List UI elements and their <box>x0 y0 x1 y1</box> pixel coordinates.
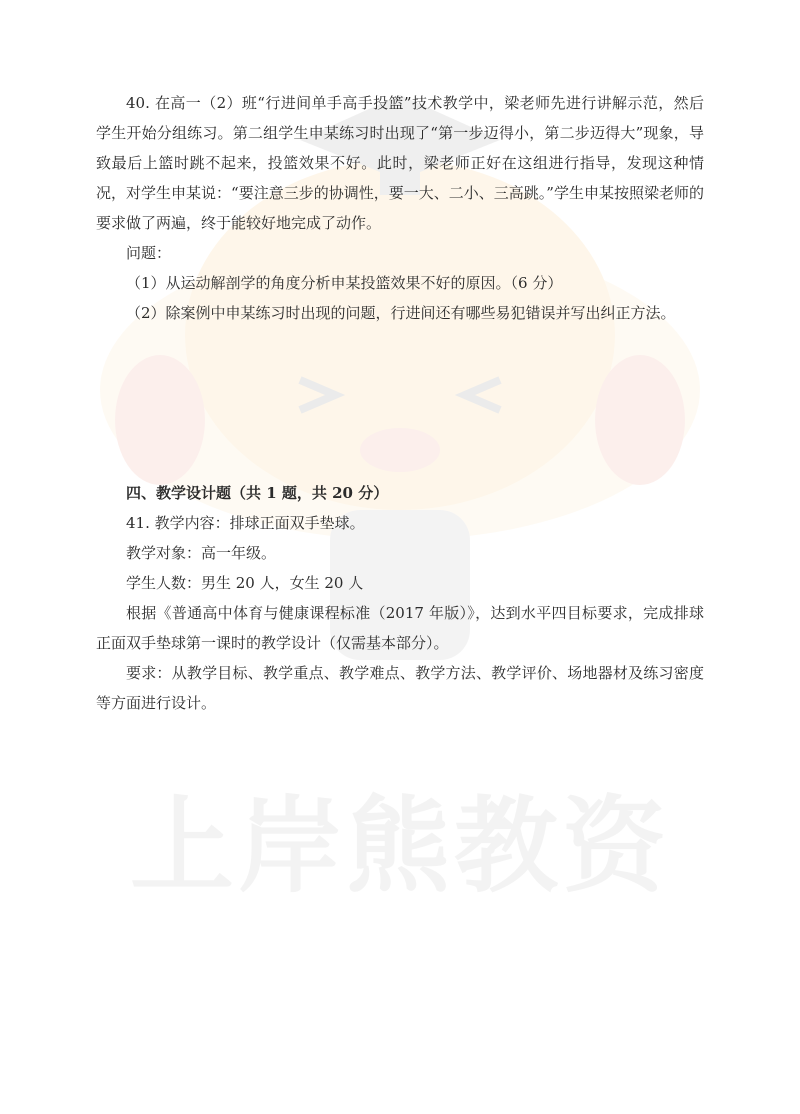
watermark-brand-text <box>0 762 800 912</box>
question-41-content: 41. 教学内容：排球正面双手垫球。 <box>126 514 365 532</box>
design-requirement: 要求：从教学目标、教学重点、教学难点、教学方法、教学评价、场地器材及练习密度等方面进行设计。 <box>96 664 704 712</box>
question-label: 问题： <box>126 244 172 262</box>
spacer <box>96 328 704 478</box>
sub-question-1: （1）从运动解剖学的角度分析申某投篮效果不好的原因。（6 分） <box>126 274 563 292</box>
sub-question-2: （2）除案例中申某练习时出现的问题，行进间还有哪些易犯错误并写出纠正方法。 <box>126 304 676 322</box>
design-basis: 根据《普通高中体育与健康课程标准（2017 年版）》，达到水平四目标要求，完成排球正面双手垫球第一课时的教学设计（仅需基本部分）。 <box>96 604 704 652</box>
question-40-intro: 40. 在高一（2）班“行进间单手高手投篮”技术教学中，梁老师先进行讲解示范，然后学生开始分组练习。第二组学生申某练习时出现了“第一步迈得小，第二步迈得大”现象，导致最后上篮时跳不起来，投篮效果不好。此时，梁老师正好在这组进行指导，发现这种情况，对学生申某说：“要注意三步的协调性，要一大、二小、三高跳。”学生申某按照梁老师的要求做了两遍，终于能较好地完成了动作。 <box>96 94 704 232</box>
section-heading: 四、教学设计题（共 1 题，共 20 分） <box>126 484 389 502</box>
student-count: 学生人数：男生 20 人，女生 20 人 <box>126 574 364 592</box>
document-content <box>96 88 704 718</box>
teaching-target: 教学对象：高一年级。 <box>126 544 277 562</box>
